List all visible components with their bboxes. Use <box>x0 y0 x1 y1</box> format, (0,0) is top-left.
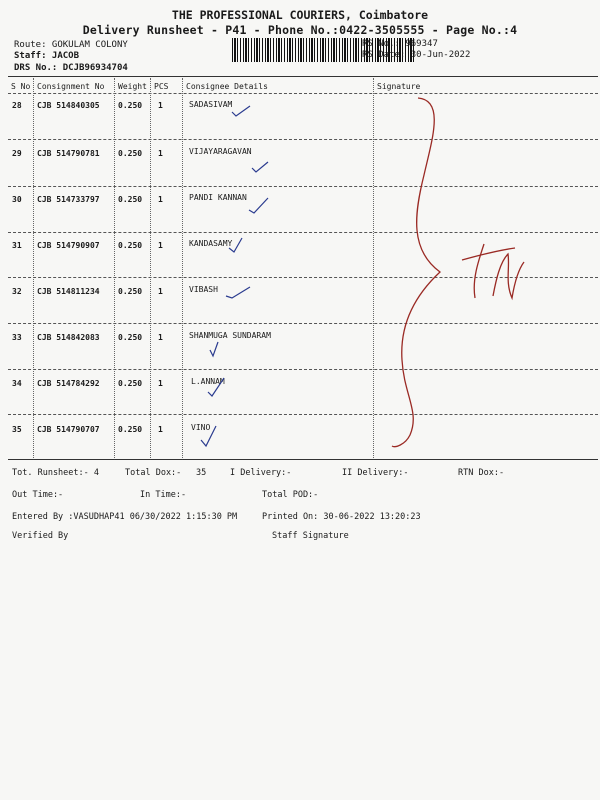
col-weight: Weight <box>118 82 147 91</box>
rtn-dox: RTN Dox:- <box>458 468 505 478</box>
row-sno: 31 <box>12 241 22 250</box>
row-consignment: CJB 514790907 <box>37 241 100 250</box>
tick-mark <box>208 378 224 396</box>
row-sno: 32 <box>12 287 22 296</box>
row-consignee: KANDASAMY <box>189 239 233 248</box>
row-consignment: CJB 514790781 <box>37 149 100 158</box>
row-consignment: CJB 514784292 <box>37 379 100 388</box>
row-pcs: 1 <box>158 241 163 250</box>
col-pcs: PCS <box>154 82 169 91</box>
staff-signature: Staff Signature <box>272 531 349 541</box>
out-time: Out Time:- <box>12 490 64 500</box>
row-consignment: CJB 514842083 <box>37 333 100 342</box>
tick-mark <box>229 238 242 252</box>
col-signature: Signature <box>377 82 421 91</box>
staff-label: Staff: JACOB <box>14 51 80 61</box>
signature <box>474 244 484 298</box>
row-weight: 0.250 <box>118 425 143 434</box>
total-dox-value: 35 <box>196 468 207 478</box>
signature <box>392 98 440 447</box>
col-sno: S No <box>11 82 31 91</box>
row-sno: 28 <box>12 101 22 110</box>
row-weight: 0.250 <box>118 241 143 250</box>
tick-mark <box>210 342 218 356</box>
row-pcs: 1 <box>158 195 163 204</box>
row-weight: 0.250 <box>118 101 143 110</box>
tick-mark <box>249 198 268 213</box>
row-sno: 33 <box>12 333 22 342</box>
company-title: THE PROFESSIONAL COURIERS, Coimbatore <box>171 8 429 22</box>
rs-number: RS No.: 969347 <box>362 39 438 49</box>
row-consignee: SADASIVAM <box>189 100 233 109</box>
tick-mark <box>252 162 268 172</box>
total-pod: Total POD:- <box>262 490 319 500</box>
ii-delivery: II Delivery:- <box>342 468 409 478</box>
total-dox-label: Total Dox:- <box>125 468 182 478</box>
row-pcs: 1 <box>158 379 163 388</box>
row-consignment: CJB 514790707 <box>37 425 100 434</box>
drs-number: DRS No.: DCJB96934704 <box>14 63 128 73</box>
verified-by: Verified By <box>12 531 69 541</box>
tick-mark <box>226 287 250 298</box>
runsheet-title: Delivery Runsheet - P41 - Phone No.:0422-3505555 - Page No.:4 <box>82 23 518 37</box>
row-weight: 0.250 <box>118 333 143 342</box>
row-consignment: CJB 514811234 <box>37 287 100 296</box>
route-label: Route: GOKULAM COLONY <box>14 40 128 50</box>
row-weight: 0.250 <box>118 195 143 204</box>
col-consignee: Consignee Details <box>186 82 268 91</box>
tick-mark <box>201 426 216 446</box>
row-sno: 29 <box>12 149 22 158</box>
row-pcs: 1 <box>158 425 163 434</box>
row-pcs: 1 <box>158 287 163 296</box>
row-pcs: 1 <box>158 149 163 158</box>
col-consignment: Consignment No <box>37 82 105 91</box>
row-consignee: PANDI KANNAN <box>189 193 247 202</box>
row-consignment: CJB 514733797 <box>37 195 100 204</box>
entered-by: Entered By :VASUDHAP41 06/30/2022 1:15:30 PM <box>12 512 238 522</box>
row-pcs: 1 <box>158 101 163 110</box>
row-sno: 30 <box>12 195 22 204</box>
row-sno: 34 <box>12 379 22 388</box>
row-consignment: CJB 514840305 <box>37 101 100 110</box>
row-consignee: SHANMUGA SUNDARAM <box>189 331 271 340</box>
row-consignee: VINO <box>191 423 211 432</box>
row-consignee: L.ANNAM <box>191 377 225 386</box>
rs-date: RS Date: 30-Jun-2022 <box>362 50 471 60</box>
signature <box>462 248 515 260</box>
row-pcs: 1 <box>158 333 163 342</box>
printed-on: Printed On: 30-06-2022 13:20:23 <box>262 512 421 522</box>
row-sno: 35 <box>12 425 22 434</box>
row-weight: 0.250 <box>118 379 143 388</box>
tot-runsheet: Tot. Runsheet:- 4 <box>12 468 99 478</box>
tick-mark <box>232 106 250 116</box>
row-weight: 0.250 <box>118 287 143 296</box>
row-consignee: VIJAYARAGAVAN <box>189 147 252 156</box>
signature <box>493 254 524 298</box>
row-weight: 0.250 <box>118 149 143 158</box>
in-time: In Time:- <box>140 490 187 500</box>
i-delivery: I Delivery:- <box>230 468 292 478</box>
row-consignee: VIBASH <box>189 285 218 294</box>
